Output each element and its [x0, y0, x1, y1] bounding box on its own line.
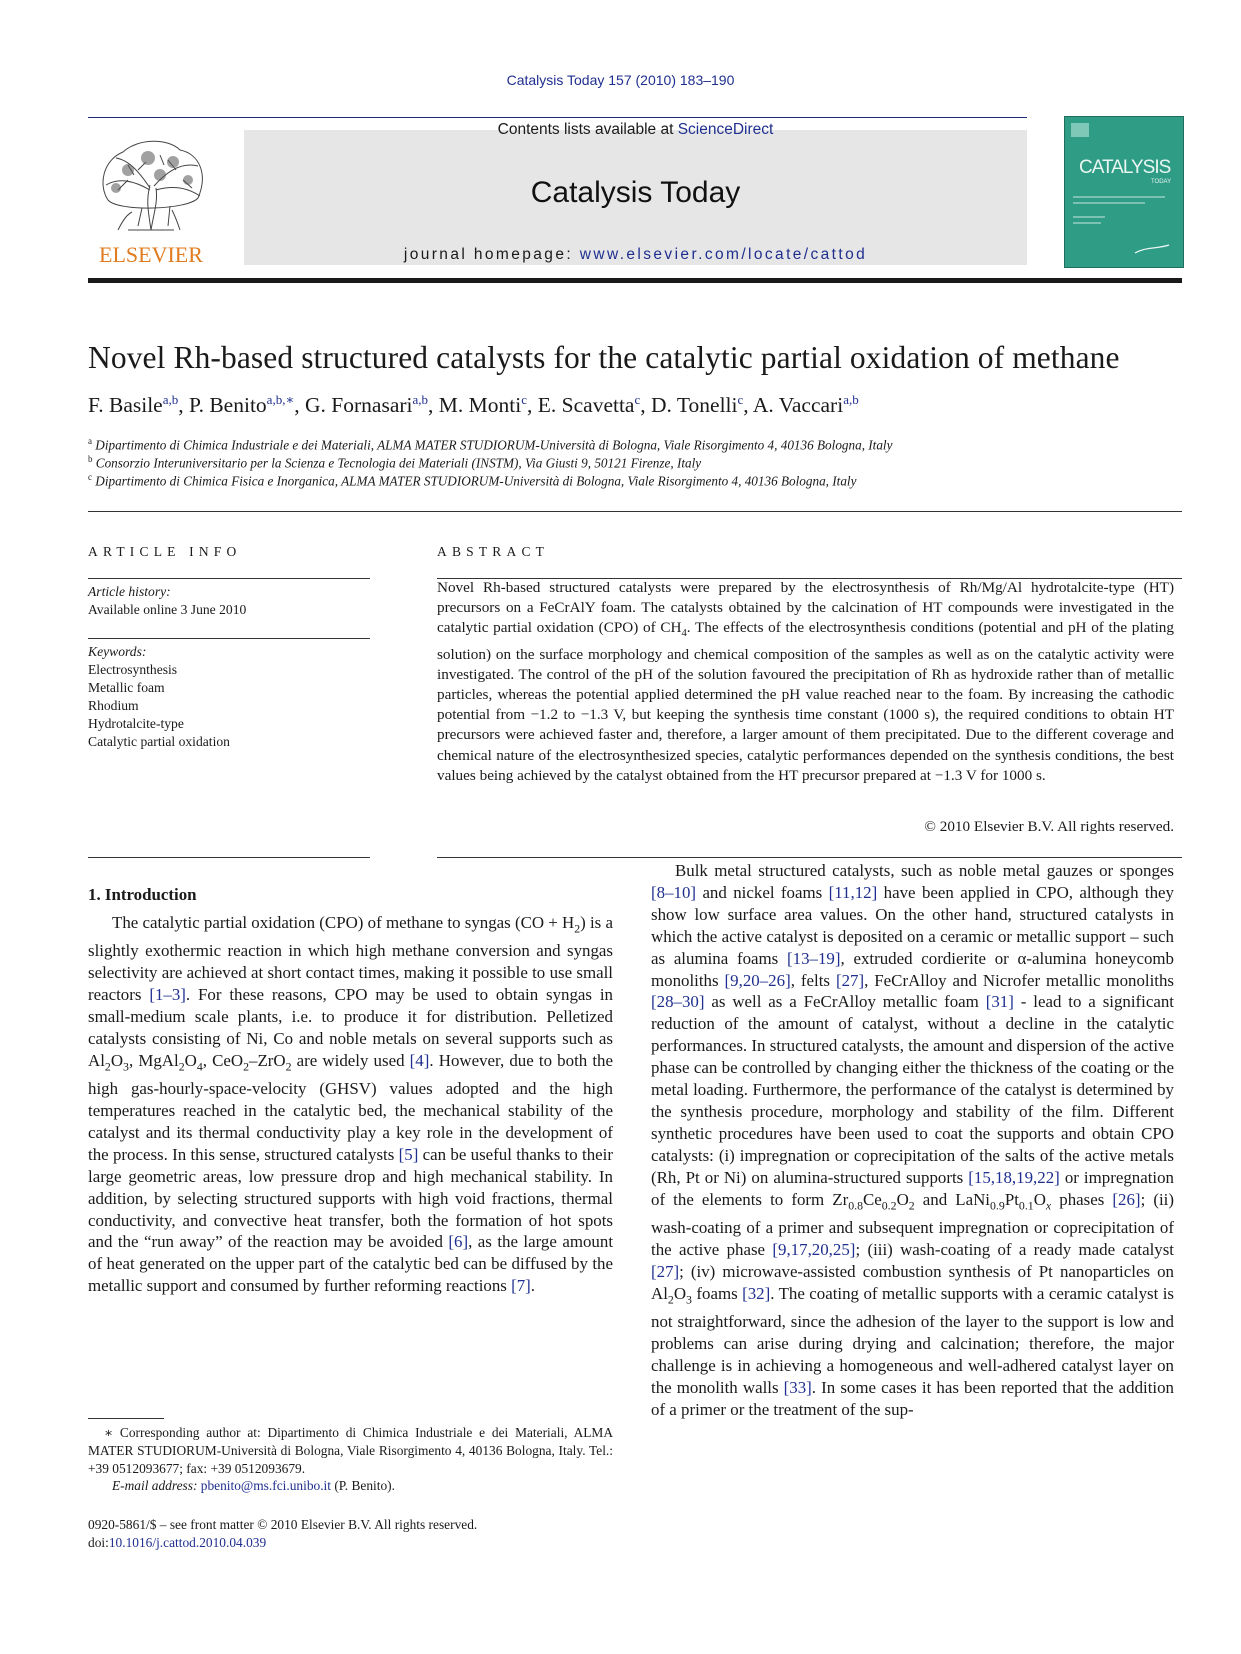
author-affiliation-marks[interactable]: c — [521, 392, 528, 407]
citation-link[interactable]: [8–10] — [651, 882, 697, 902]
cover-title: CATALYSIS — [1079, 157, 1171, 178]
affiliation-a — [88, 436, 1188, 453]
affiliation-b — [88, 454, 1188, 471]
homepage-prefix: journal homepage: — [403, 246, 580, 263]
cover-image — [1065, 117, 1183, 267]
email-link[interactable]: pbenito@ms.fci.unibo.it — [200, 1478, 331, 1494]
author-affiliation-marks[interactable]: a,b — [162, 392, 179, 407]
sciencedirect-link[interactable]: ScienceDirect — [677, 121, 774, 138]
affiliation-mark: c — [88, 472, 92, 482]
citation-link[interactable]: [5] — [398, 1144, 419, 1164]
affiliation-text: Consorzio Interuniversitario per la Scienza e Tecnologia dei Materiali (INSTM), Via Giusti 9, 50121 Firenze, Italy — [95, 455, 702, 471]
keyword-item: Rhodium — [88, 698, 139, 713]
elsevier-tree-icon — [88, 130, 214, 272]
citation-link[interactable]: [9,17,20,25] — [772, 1239, 856, 1259]
article-info-heading: ARTICLE INFO — [88, 544, 242, 559]
citation-link[interactable]: [11,12] — [828, 882, 878, 902]
journal-homepage — [244, 246, 1027, 264]
body-column-right — [651, 860, 1174, 1420]
citation-link[interactable]: [7] — [511, 1276, 531, 1296]
abstract-heading: ABSTRACT — [437, 544, 550, 559]
paper-title: Novel Rh-based structured catalysts for the catalytic partial oxidation of methane — [88, 340, 1120, 375]
author-name[interactable]: F. Basile — [88, 393, 163, 418]
author-name[interactable]: P. Benito — [189, 393, 267, 418]
author-affiliation-marks[interactable]: a,b — [843, 392, 859, 407]
footnote-mark: ∗ — [104, 1425, 114, 1440]
cover-subtitle: TODAY — [1151, 179, 1172, 185]
footnote-text: Corresponding author at: Dipartimento di Chimica Industriale e dei Materiali, ALMA MATER STUDIORUM-Università di Bologna, Viale Risorgimento 4, 40136 Bologna, Italy. Tel.: +39 0512093677; fax: +39 0512093679. — [88, 1425, 613, 1476]
affiliations-rule — [88, 511, 1182, 512]
journal-reference[interactable]: Catalysis Today 157 (2010) 183–190 — [506, 72, 735, 88]
header-bottom-rule — [88, 278, 1182, 283]
author-name[interactable]: A. Vaccari — [752, 393, 844, 418]
affiliation-mark: a — [88, 436, 92, 446]
introduction-heading: 1. Introduction — [88, 885, 197, 904]
issn-line: 0920-5861/$ – see front matter © 2010 Elsevier B.V. All rights reserved. — [88, 1517, 478, 1532]
corresponding-author-footnote — [88, 1424, 613, 1495]
author-name[interactable]: D. Tonelli — [651, 393, 738, 418]
intro-paragraph-2: Bulk metal structured catalysts, such as noble metal gauzes or sponges [8–10] and nickel foams [11,12] have been applied in CPO, although they show low surface area values. On the other hand, structured catalysts in which the active catalyst is deposited on a ceramic or metallic support – such as alumina foams [13–19], extruded cordierite or α-alumina honeycomb monoliths [9,20–26], felts [27], FeCrAlloy and Nicrofer metallic monoliths [28–30] as well as a FeCrAlloy metallic foam [31] - lead to a significant reduction of the amount of catalyst, without a decline in the catalytic performances. In structured catalysts, the amount and dispersion of the active phase can be controlled by changing either the thickness of the coating or the metal loading. Furthermore, the performance of the catalyst is determined by the synthesis procedure, morphology and stability of the film. Different synthetic procedures have been used to coat the supports and obtain CPO catalysts: (i) impregnation or coprecipitation of the salts of the active metals (Rh, Pt or Ni) on alumina-structured supports [15,18,19,22] or impregnation of the elements to form $Zr_{0.8}Ce_{0.2}O_2$ and $LaNi_{0.9}Pt_{0.1}O_x$ phases [26]; (ii) wash-coating of a primer and subsequent impregnation or coprecipitation of the active phase [9,17,20,25]; (iii) wash-coating of a ready made catalyst [27]; (iv) microwave-assisted combustion synthesis of Pt nanoparticles on $Al_2O_3$ foams [32]. The coating of metallic supports with a ceramic catalyst is not straightforward, since the adhesion of the layer to the support is low and problems can arise during drying and calcination; therefore, the major challenge is in achieving a homogeneous and well-adhered catalyst layer on the monolith walls [33]. In some cases it has been reported that the addition of a primer or the treatment of the sup- — [651, 861, 1175, 1419]
logo-wordmark: ELSEVIER — [99, 242, 203, 267]
elsevier-logo[interactable] — [88, 130, 214, 272]
journal-cover-thumbnail[interactable] — [1064, 116, 1184, 268]
doi-link[interactable]: 10.1016/j.cattod.2010.04.039 — [108, 1535, 267, 1550]
journal-title: Catalysis Today — [530, 176, 741, 209]
citation-link[interactable]: [31] — [985, 992, 1014, 1012]
front-matter-info — [88, 1516, 688, 1552]
doi-line: doi:10.1016/j.cattod.2010.04.039 — [88, 1535, 267, 1550]
keyword-item: Hydrotalcite-type — [88, 716, 184, 731]
homepage-link[interactable]: www.elsevier.com/locate/cattod — [579, 246, 868, 263]
body-column-left — [88, 912, 613, 1297]
affiliation-mark: b — [88, 454, 93, 464]
abstract-text: Novel Rh-based structured catalysts were prepared by the electrosynthesis of Rh/Mg/Al hydrotalcite-type (HT) precursors on a FeCrAlY foam. The catalysts obtained by the calcination of HT compounds were investigated in the catalytic partial oxidation (CPO) of $CH_4$. The effects of the electrosynthesis conditions (potential and pH of the plating solution) on the surface morphology and chemical composition of the samples as well as on the catalytic activity were investigated. The control of the pH of the solution favoured the precipitation of Rh as hydroxide rather than of metallic particles, whereas the potential applied determined the pH value reached near to the foam. By increasing the cathodic potential from −1.2 to −1.3 V, but keeping the synthesis time constant (1000 s), the required conditions to obtain HT precursors were achieved faster and, therefore, a larger amount of them precipitated. Due to the different coverage and chemical nature of the electrosynthesized species, catalytic performances depended on the synthesis conditions, the best values being achieved by the catalyst obtained from the HT precursor prepared at −1.3 V for 1000 s. — [437, 579, 1174, 784]
citation-link[interactable]: [32] — [742, 1283, 771, 1303]
citation-link[interactable]: [27] — [651, 1261, 680, 1281]
citation-link[interactable]: [1–3] — [149, 985, 186, 1005]
author-name[interactable]: G. Fornasari — [305, 393, 413, 418]
abstract-bottom-rule — [437, 857, 1182, 858]
email-label: E-mail address: — [112, 1478, 201, 1494]
email-owner: (P. Benito). — [331, 1478, 395, 1494]
keywords-label: Keywords: — [88, 644, 147, 659]
author-name[interactable]: M. Monti — [438, 393, 522, 418]
keywords-block — [88, 643, 370, 751]
citation-link[interactable]: [26] — [1112, 1189, 1141, 1209]
author-name[interactable]: E. Scavetta — [537, 393, 635, 418]
citation-link[interactable]: [4] — [409, 1050, 430, 1070]
article-info-bottom-rule — [88, 857, 370, 858]
citation-link[interactable]: [27] — [835, 970, 865, 990]
author-affiliation-marks[interactable]: c — [737, 392, 744, 407]
citation-link[interactable]: [28–30] — [651, 992, 705, 1012]
keyword-item: Catalytic partial oxidation — [88, 734, 230, 749]
article-info-rule — [88, 578, 370, 579]
citation-link[interactable]: [33] — [783, 1377, 812, 1397]
header-top-rule — [88, 117, 1027, 118]
keyword-item: Metallic foam — [88, 680, 165, 695]
citation-link[interactable]: [15,18,19,22] — [968, 1167, 1060, 1187]
affiliation-text: Dipartimento di Chimica Fisica e Inorganica, ALMA MATER STUDIORUM-Università di Bologna, Viale Risorgimento 4, 40136 Bologna, Italy — [95, 473, 857, 489]
contents-availability — [244, 121, 1027, 139]
citation-link[interactable]: [9,20–26] — [724, 970, 791, 990]
abstract-copyright: © 2010 Elsevier B.V. All rights reserved. — [924, 818, 1174, 835]
footnote-rule — [88, 1418, 164, 1419]
history-label: Article history: — [88, 584, 171, 599]
affiliation-c — [88, 472, 1188, 489]
affiliation-text: Dipartimento di Chimica Industriale e dei Materiali, ALMA MATER STUDIORUM-Università di Bologna, Viale Risorgimento 4, 40136 Bologna, Italy — [95, 437, 893, 453]
citation-link[interactable]: [6] — [448, 1232, 469, 1252]
keyword-item: Electrosynthesis — [88, 662, 178, 677]
citation-link[interactable]: [13–19] — [787, 948, 841, 968]
history-rule — [88, 638, 370, 639]
author-list: F. Basile$^{a,b}$, P. Benito$^{a,b,∗}$, G. Fornasari$^{a,b}$, M. Monti$^c$, E. Scavetta$^c$, D. Tonelli$^c$, A. Vaccari$^{a,b}$ — [88, 392, 859, 418]
history-value: Available online 3 June 2010 — [88, 602, 247, 617]
contents-prefix: Contents lists available at — [497, 121, 678, 138]
author-affiliation-marks[interactable]: a,b,∗ — [266, 392, 295, 407]
author-affiliation-marks[interactable]: c — [634, 392, 641, 407]
intro-paragraph-1: The catalytic partial oxidation (CPO) of methane to syngas $(CO + H_2)$ is a slightly exothermic reaction in which high methane conversion and syngas selectivity are achieved at short contact times, making it possible to use small reactors [1–3]. For these reasons, CPO may be used to obtain syngas in small-medium scale plants, i.e. to produce it for distribution. Pelletized catalysts consisting of Ni, Co and noble metals on several supports such as $Al_2O_3$, $MgAl_2O_4$, CeO$_2$–ZrO$_2$ are widely used [4]. However, due to both the high gas-hourly-space-velocity (GHSV) values adopted and the high temperatures reached in the catalytic bed, the mechanical stability of the catalyst and its thermal conductivity play a key role in the development of the process. In this sense, structured catalysts [5] can be useful thanks to their large geometric areas, low pressure drop and high mechanical stability. In addition, by selecting structured supports with high void fractions, thermal conductivity, and convective heat transfer, both the formation of hot spots and the “run away” of the reaction may be avoided [6], as the large amount of heat generated on the upper part of the catalytic bed can be diffused by the metallic support and consumed by further reforming reactions [7]. — [88, 913, 614, 1296]
author-affiliation-marks[interactable]: a,b — [412, 392, 429, 407]
article-history — [88, 583, 370, 619]
